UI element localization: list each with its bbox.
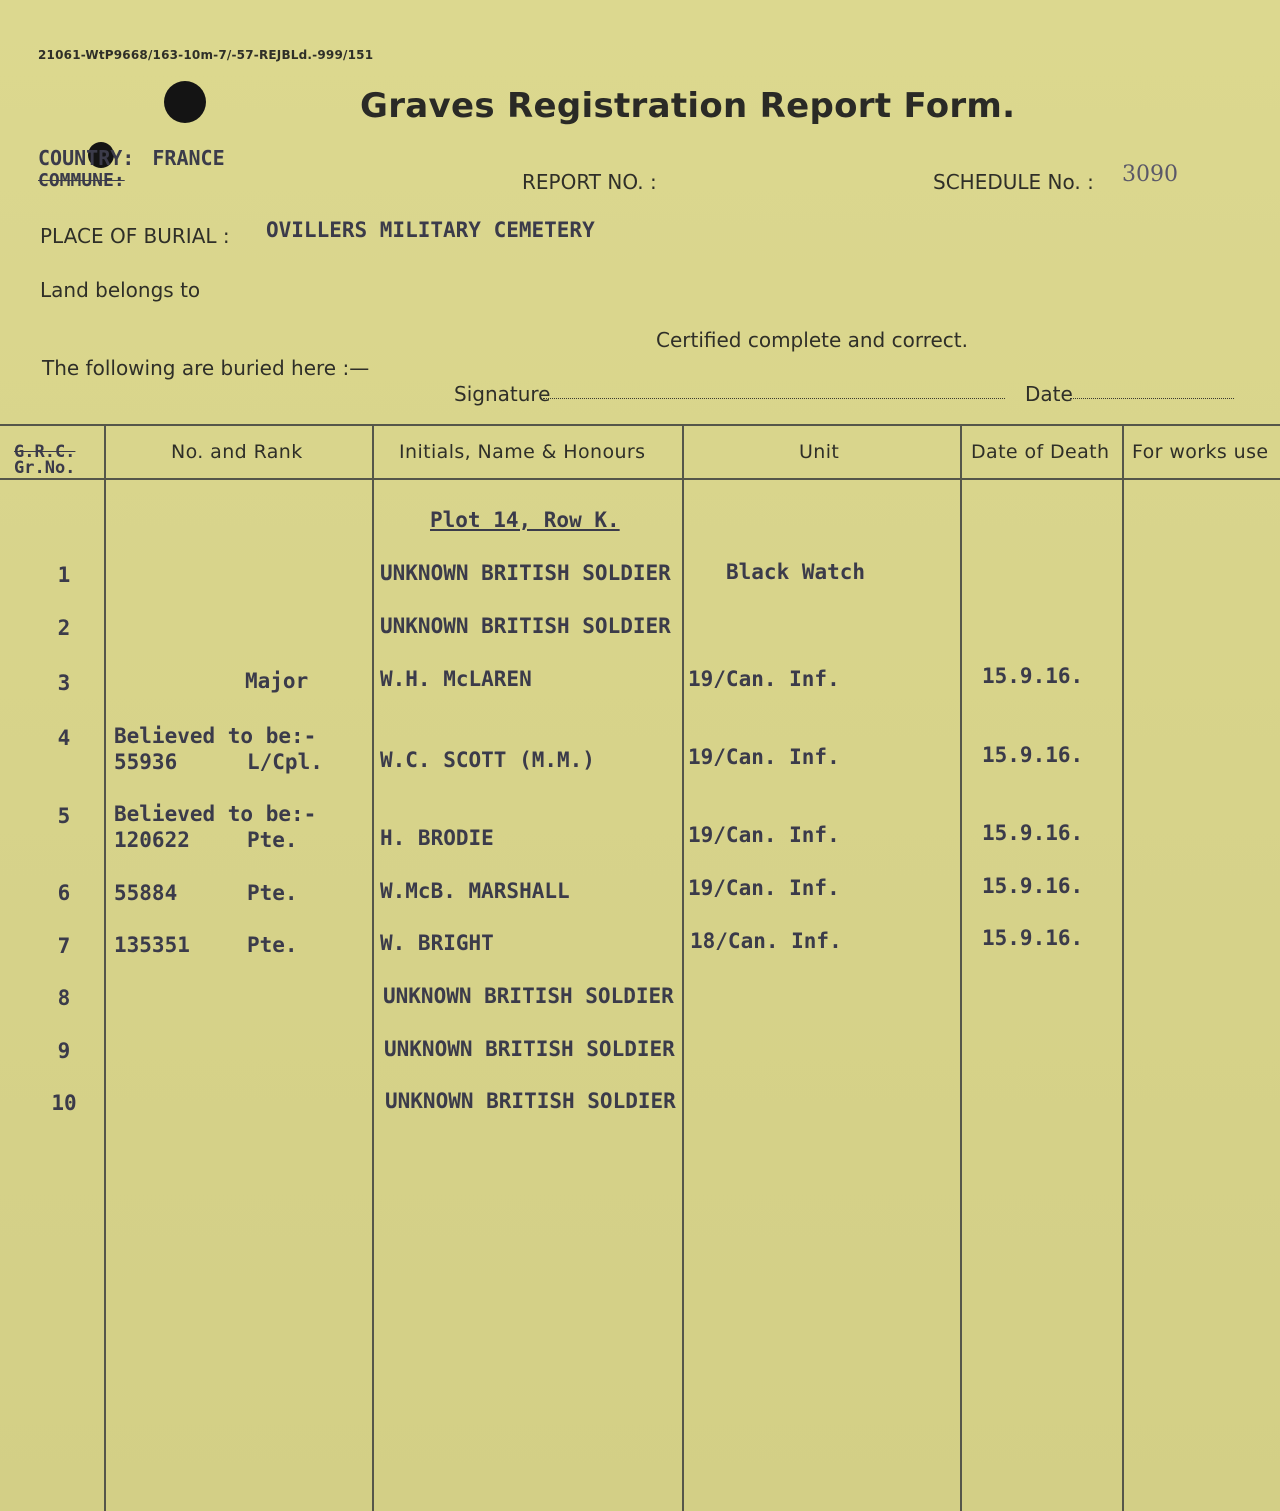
row-name: W.C. SCOTT (M.M.) [380, 748, 595, 772]
row-service-no: 135351 [114, 933, 190, 957]
row-number: 9 [57, 1039, 71, 1063]
row-name: UNKNOWN BRITISH SOLDIER [385, 1089, 676, 1113]
row-number: 10 [51, 1091, 77, 1115]
table-top-rule [0, 424, 1280, 426]
row-name: UNKNOWN BRITISH SOLDIER [380, 561, 671, 585]
row-name: UNKNOWN BRITISH SOLDIER [383, 984, 674, 1008]
row-number: 7 [57, 934, 71, 958]
row-death: 15.9.16. [982, 821, 1084, 845]
row-death: 15.9.16. [982, 743, 1084, 767]
row-unit: 19/Can. Inf. [688, 823, 840, 847]
schedule-no-value: 3090 [1122, 162, 1178, 187]
date-label: Date [1025, 382, 1073, 406]
row-number: 3 [57, 671, 71, 695]
country-value: FRANCE [152, 146, 225, 170]
punch-hole-top [164, 81, 206, 123]
row-unit: 19/Can. Inf. [688, 876, 840, 900]
form-title: Graves Registration Report Form. [360, 86, 1016, 126]
row-number: 4 [57, 726, 71, 750]
place-of-burial-label: PLACE OF BURIAL : [40, 224, 230, 248]
row-name: UNKNOWN BRITISH SOLDIER [380, 614, 671, 638]
signature-label: Signature [454, 382, 551, 406]
signature-line [543, 398, 1005, 399]
row-name: W.McB. MARSHALL [380, 879, 570, 903]
row-unit: 19/Can. Inf. [688, 667, 840, 691]
name-header: Initials, Name & Honours [399, 441, 646, 463]
grno-header [14, 444, 75, 476]
row-rank: Major [245, 669, 309, 693]
row-number: 2 [57, 616, 71, 640]
row-number: 8 [57, 986, 71, 1010]
col-divider-1 [104, 426, 106, 1511]
date-line [1070, 398, 1234, 399]
unit-header: Unit [799, 441, 840, 463]
row-name: H. BRODIE [380, 826, 494, 850]
row-note: Believed to be:- [114, 802, 317, 826]
col-divider-2 [372, 426, 374, 1511]
row-rank: Pte. [247, 881, 298, 905]
place-of-burial-value: OVILLERS MILITARY CEMETERY [266, 218, 595, 242]
row-service-no: 55884 [114, 881, 178, 905]
commune-label: COMMUNE: [38, 170, 125, 191]
row-name: W. BRIGHT [380, 931, 494, 955]
row-unit: 18/Can. Inf. [690, 929, 842, 953]
row-number: 1 [57, 563, 71, 587]
row-service-no: 55936 [114, 750, 178, 774]
rank-header: No. and Rank [171, 441, 303, 463]
row-number: 6 [57, 881, 71, 905]
plot-heading: Plot 14, Row K. [430, 508, 620, 532]
row-death: 15.9.16. [982, 926, 1084, 950]
report-no-label: REPORT NO. : [522, 170, 657, 194]
row-number: 5 [57, 804, 71, 828]
row-rank: Pte. [247, 828, 298, 852]
row-name: UNKNOWN BRITISH SOLDIER [384, 1037, 675, 1061]
row-unit: Black Watch [726, 560, 866, 584]
table-header-rule [0, 478, 1280, 480]
schedule-no-label: SCHEDULE No. : [933, 170, 1094, 194]
row-death: 15.9.16. [982, 874, 1084, 898]
land-belongs-label: Land belongs to [40, 278, 201, 302]
row-name: W.H. McLAREN [380, 667, 532, 691]
printer-code: 21061-WtP9668/163-10m-7/-57-REJBLd.-999/151 [38, 48, 374, 62]
grno-header-bottom: Gr.No. [14, 458, 76, 478]
row-unit: 19/Can. Inf. [688, 745, 840, 769]
col-divider-4 [960, 426, 962, 1511]
certified-label: Certified complete and correct. [656, 328, 968, 352]
works-header: For works use [1132, 441, 1269, 463]
grno-header-top: G.R.C. [14, 442, 76, 462]
buried-here-label: The following are buried here :— [42, 356, 370, 380]
row-service-no: 120622 [114, 828, 190, 852]
country-label: COUNTRY: [38, 146, 135, 170]
col-divider-5 [1122, 426, 1124, 1511]
death-header: Date of Death [971, 441, 1110, 463]
row-rank: Pte. [247, 933, 298, 957]
row-note: Believed to be:- [114, 724, 317, 748]
country-field [38, 146, 225, 170]
row-rank: L/Cpl. [247, 750, 323, 774]
row-death: 15.9.16. [982, 664, 1084, 688]
col-divider-3 [682, 426, 684, 1511]
